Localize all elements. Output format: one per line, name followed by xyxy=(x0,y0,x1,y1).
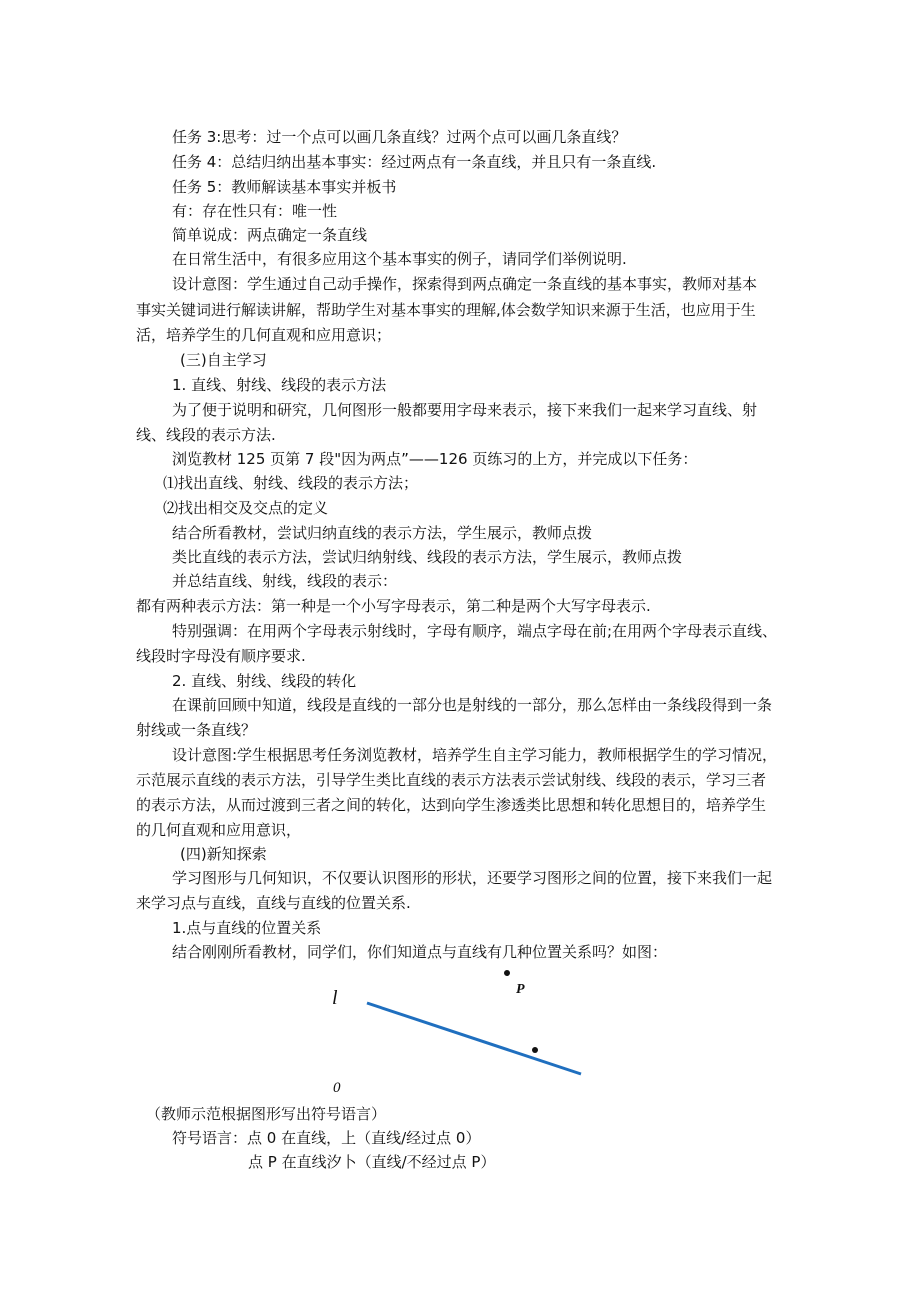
design-intent-1-line-1: 设计意图：学生通过自己动手操作，探索得到两点确定一条直线的基本事实，教师对基本 xyxy=(172,275,758,293)
conversion-line-2: 射线或一条直线？ xyxy=(136,721,257,739)
subheading-1: 1. 直线、射线、线段的表示方法 xyxy=(172,376,387,394)
question-line: 结合刚刚所看教材，同学们，你们知道点与直线有几种位置关系吗？如图： xyxy=(172,943,668,961)
task-3: 任务 3:思考：过一个点可以画几条直线？过两个点可以画几条直线？ xyxy=(172,128,627,146)
summarize-line: 结合所看教材，尝试归纳直线的表示方法，学生展示，教师点拨 xyxy=(172,524,593,542)
design-intent-2-line-2: 示范展示直线的表示方法，引导学生类比直线的表示方法表示尝试射线、线段的表示，学习三者 xyxy=(136,771,767,789)
section-heading-4: (四)新知探索 xyxy=(180,845,267,863)
task-5: 任务 5：教师解读基本事实并板书 xyxy=(172,178,397,196)
simple-statement: 简单说成：两点确定一条直线 xyxy=(172,226,368,244)
line-label-l: l xyxy=(332,987,338,1009)
line-l xyxy=(367,1003,581,1074)
daily-life-prompt: 在日常生活中，有很多应用这个基本事实的例子，请同学们举例说明. xyxy=(172,250,627,268)
task-4: 任务 4：总结归纳出基本事实：经过两点有一条直线，并且只有一条直线. xyxy=(172,153,657,171)
point-line-figure xyxy=(320,964,600,1100)
task-item-2: ⑵找出相交及交点的定义 xyxy=(163,499,329,517)
point-p-label: P xyxy=(516,982,525,997)
two-methods: 都有两种表示方法：第一种是一个小写字母表示，第二种是两个大写字母表示. xyxy=(136,597,651,615)
design-intent-1-line-3: 活，培养学生的几何直观和应用意识； xyxy=(136,326,392,344)
subheading-2: 2. 直线、射线、线段的转化 xyxy=(172,672,357,690)
existence-uniqueness: 有：存在性只有：唯一性 xyxy=(172,202,338,220)
point-o xyxy=(532,1047,538,1053)
design-intent-2-line-4: 的几何直观和应用意识， xyxy=(136,821,302,839)
summarize-representation: 并总结直线、射线，线段的表示： xyxy=(172,572,398,590)
conversion-line-1: 在课前回顾中知道，线段是直线的一部分也是射线的一部分，那么怎样由一条线段得到一条 xyxy=(172,696,773,714)
design-intent-2-line-3: 的表示方法，从而过渡到三者之间的转化，达到向学生渗透类比思想和转化思想目的，培养学生 xyxy=(136,796,767,814)
teacher-demo-note: （教师示范根据图形写出符号语言） xyxy=(146,1105,387,1123)
explore-line-1: 学习图形与几何知识，不仅要认识图形的形状，还要学习图形之间的位置，接下来我们一起 xyxy=(172,869,773,887)
para-representation-2: 线、线段的表示方法. xyxy=(136,426,276,444)
symbol-language-p: 点 P 在直线汐卜（直线/不经过点 P） xyxy=(248,1153,496,1171)
emphasis-line-1: 特别强调：在用两个字母表示射线时，字母有顺序，端点字母在前;在用两个字母表示直线、 xyxy=(172,622,778,640)
explore-line-2: 来学习点与直线，直线与直线的位置关系. xyxy=(136,894,411,912)
design-intent-2-line-1: 设计意图:学生根据思考任务浏览教材，培养学生自主学习能力，教师根据学生的学习情况， xyxy=(172,746,778,764)
subheading-point-line: 1.点与直线的位置关系 xyxy=(172,919,322,937)
analogize-ray-segment: 类比直线的表示方法，尝试归纳射线、线段的表示方法，学生展示，教师点拨 xyxy=(172,548,683,566)
para-representation-1: 为了便于说明和研究，几何图形一般都要用字母来表示，接下来我们一起来学习直线、射 xyxy=(172,401,758,419)
point-p xyxy=(504,970,510,976)
section-heading-3: (三)自主学习 xyxy=(180,351,267,369)
design-intent-1-line-2: 事实关键词进行解读讲解，帮助学生对基本事实的理解,体会数学知识来源于生活，也应用于生 xyxy=(136,301,756,319)
task-item-1: ⑴找出直线、射线、线段的表示方法； xyxy=(163,474,419,492)
emphasis-line-2: 线段时字母没有顺序要求. xyxy=(136,647,306,665)
symbol-language-o: 符号语言：点 0 在直线，上（直线/经过点 0） xyxy=(172,1129,481,1147)
browse-textbook: 浏览教材 125 页第 7 段"因为两点”——126 页练习的上方，并完成以下任务： xyxy=(172,450,698,468)
point-o-label: 0 xyxy=(333,1080,341,1096)
